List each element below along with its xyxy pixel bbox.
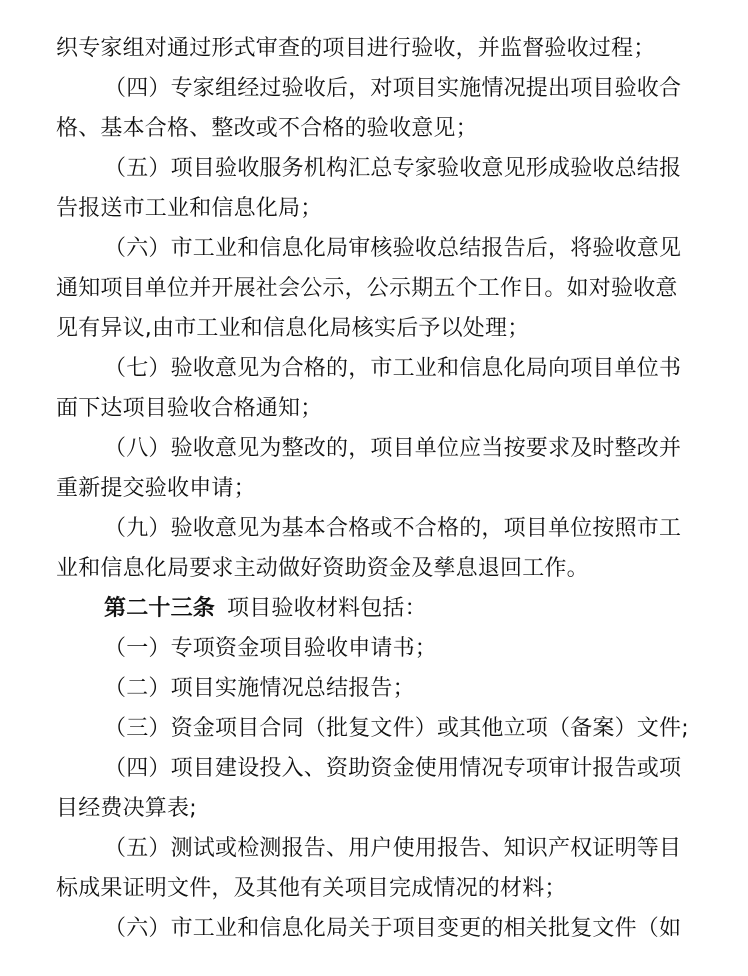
text-line: 见有异议,由市工业和信息化局核实后予以处理； [56,316,530,341]
text-line: 业和信息化局要求主动做好资助资金及孳息退回工作。 [56,556,589,581]
text-line: （六）市工业和信息化局审核验收总结报告后，将验收意见 [104,236,682,261]
text-line: （一）专项资金项目验收申请书； [104,636,438,661]
article-number: 第二十三条 [104,596,216,621]
text-line: （三）资金项目合同（批复文件）或其他立项（备案）文件; [104,716,689,741]
article-heading [104,589,427,629]
text-line: 织专家组对通过形式审查的项目进行验收，并监督验收过程； [56,36,656,61]
text-line: （九）验收意见为基本合格或不合格的，项目单位按照市工 [104,516,682,541]
text-line: 目经费决算表; [56,796,197,821]
text-line: 通知项目单位并开展社会公示，公示期五个工作日。如对验收意 [56,276,678,301]
text-line: 告报送市工业和信息化局； [56,196,323,221]
text-line: （二）项目实施情况总结报告； [104,676,415,701]
text-line: 标成果证明文件，及其他有关项目完成情况的材料； [56,876,567,901]
text-line: 格、基本合格、整改或不合格的验收意见； [56,116,478,141]
text-line: （四）项目建设投入、资助资金使用情况专项审计报告或项 [104,756,682,781]
text-line: 面下达项目验收合格通知； [56,396,323,421]
text-line: （四）专家组经过验收后，对项目实施情况提出项目验收合 [104,76,682,101]
text-line: （五）项目验收服务机构汇总专家验收意见形成验收总结报 [104,156,682,181]
text-line: （五）测试或检测报告、用户使用报告、知识产权证明等目 [104,836,682,861]
text-line: 重新提交验收申请； [56,476,256,501]
article-text: 项目验收材料包括： [227,596,427,621]
text-line: （六）市工业和信息化局关于项目变更的相关批复文件（如 [104,916,682,941]
text-line: （七）验收意见为合格的，市工业和信息化局向项目单位书 [104,356,682,381]
text-line: （八）验收意见为整改的，项目单位应当按要求及时整改并 [104,436,682,461]
